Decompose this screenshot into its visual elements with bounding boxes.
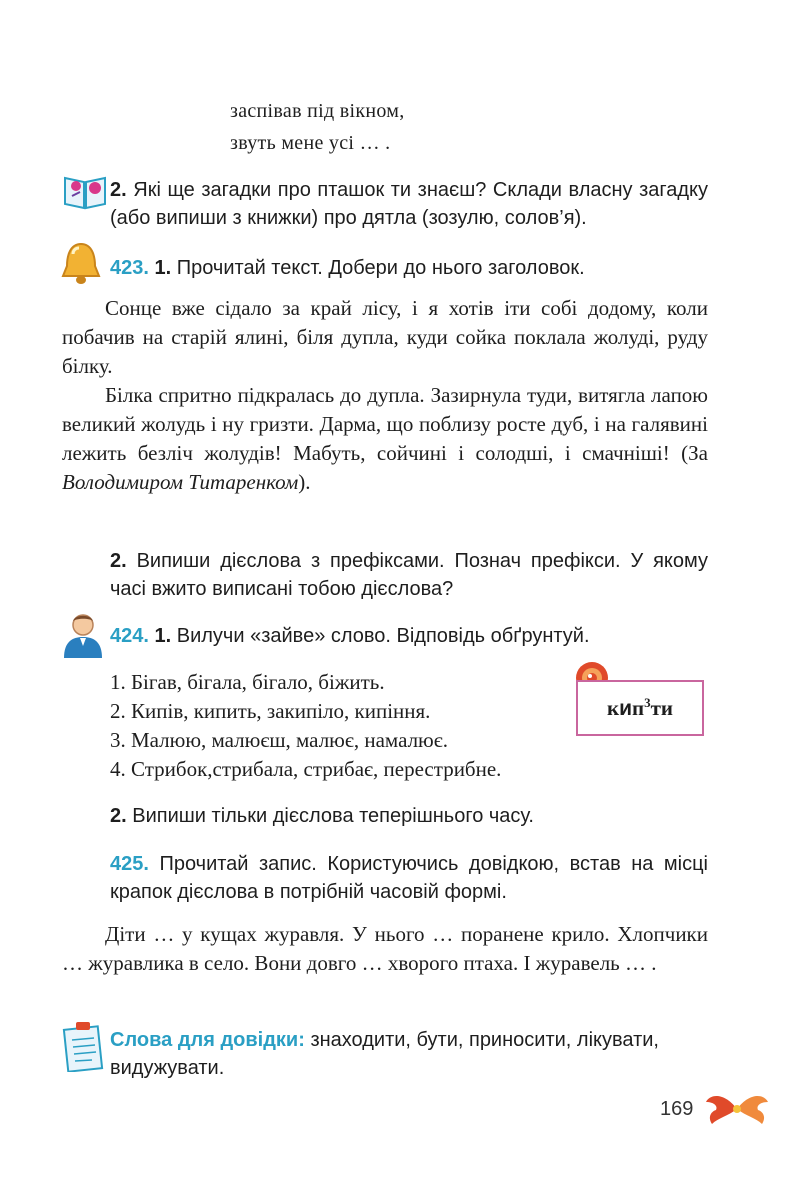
note-word: кип$^3$ти	[606, 695, 674, 720]
bell-icon	[58, 240, 104, 288]
task-text: Які ще загадки про пташок ти знаєш? Склади власну загадку (або випиши з книжки) про дятла (зозулю, солов’я).	[110, 179, 708, 229]
task-number: 2.	[110, 179, 127, 201]
paragraph	[62, 381, 708, 497]
task-number: 2.	[110, 550, 127, 572]
reference-list: знаходити, бути, приносити, лікувати, видужувати.	[110, 1029, 659, 1079]
reference-title: Слова для довідки:	[110, 1029, 305, 1051]
author-name: Володимиром Титаренком	[62, 470, 299, 494]
poem-line: звуть мене усі … .	[230, 132, 391, 154]
task-text: Випиши дієслова з префіксами. Познач префікси. У якому часі вжито виписані тобою дієслова?	[110, 550, 708, 600]
list-item: 3. Малюю, малюєш, малює, намалює.	[110, 728, 449, 752]
list-item: 1. Бігав, бігала, бігало, біжить.	[110, 670, 385, 694]
paragraph-text: Білка спритно підкралась до дупла. Зазирнула туди, витягла лапою великий жолудь і ну гризти. Дарма, що поблизу росте дуб, і на галявині лежить безліч жолудів! Мабуть, сойчині і солодші, і смачніші! (За	[62, 383, 708, 465]
paragraph: Діти … у кущах журавля. У нього … поранене крило. Хлопчики … журавлика в село. Вони довго … хворого птаха. І журавель … .	[62, 922, 708, 975]
task-number: 2.	[110, 805, 127, 827]
exercise-423-header	[110, 254, 710, 282]
exercise-425-text	[62, 920, 708, 978]
page-number: 169	[660, 1098, 694, 1120]
word-note-box	[576, 680, 704, 736]
paragraph: Сонце вже сідало за край лісу, і я хотів іти собі додому, коли побачив на старій ялині, біля дупла, куди сойка поклала жолуді, руду білку.	[62, 296, 708, 378]
exercise-instruction: Вилучи «зайве» слово. Відповідь обґрунтуй.	[176, 625, 590, 647]
exercise-424-header	[110, 622, 710, 650]
open-book-icon	[62, 172, 108, 210]
exercise-number: 424.	[110, 625, 149, 647]
riddle-task	[110, 176, 708, 232]
exercise-423-task-2	[110, 547, 708, 603]
exercise-423-text	[62, 294, 708, 497]
exercise-number: 423.	[110, 257, 149, 279]
exercise-424-task-2	[110, 802, 710, 830]
exercise-instruction: Прочитай текст. Добери до нього заголовок.	[176, 257, 585, 279]
sub-task-number: 1.	[154, 257, 172, 279]
reference-words	[110, 1026, 708, 1082]
notepad-icon	[62, 1020, 106, 1072]
paragraph-end: ).	[298, 470, 311, 494]
exercise-instruction: Прочитай запис. Користуючись довідкою, встав на місці крапок дієслова в потрібній часовій формі.	[110, 853, 709, 903]
person-icon	[60, 612, 106, 660]
task-text: Випиши тільки дієслова теперішнього часу.	[132, 805, 534, 827]
leaf-decoration-icon	[704, 1088, 770, 1130]
list-item: 2. Кипів, кипить, закипіло, кипіння.	[110, 699, 431, 723]
poem-line: заспівав під вікном,	[230, 100, 405, 122]
exercise-425-instruction	[110, 850, 708, 906]
list-item: 4. Стрибок,стрибала, стрибає, перестрибне.	[110, 757, 502, 781]
exercise-424-list	[110, 668, 501, 784]
exercise-number: 425.	[110, 853, 149, 875]
poem-fragment	[230, 95, 405, 159]
sub-task-number: 1.	[154, 625, 172, 647]
